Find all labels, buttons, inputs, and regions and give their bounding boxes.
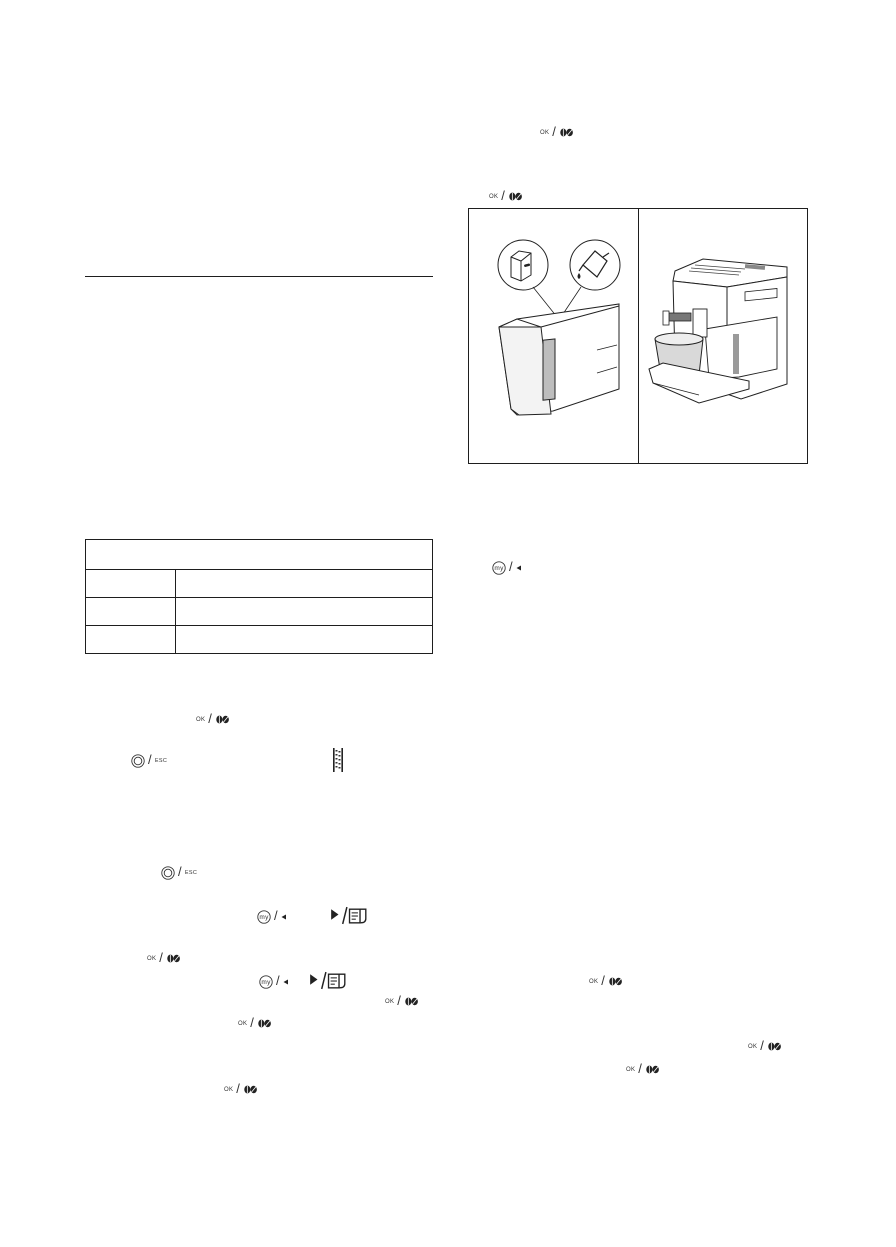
- slash: /: [501, 188, 506, 203]
- left-arrow-icon: [283, 979, 289, 985]
- table-row: [86, 626, 433, 654]
- slash: /: [208, 711, 213, 726]
- table-row: [86, 570, 433, 598]
- coffee-machine-illustration: [638, 209, 808, 463]
- water-tank-illustration: [469, 209, 638, 463]
- ok-label: OK: [626, 1066, 636, 1073]
- power-circle-icon: [161, 866, 175, 880]
- table-cell: [86, 626, 176, 654]
- power-circle-icon: [131, 754, 145, 768]
- coffee-beans-icon: [645, 1065, 660, 1074]
- ok-label: OK: [238, 1020, 248, 1027]
- slash: /: [760, 1038, 765, 1053]
- ok-beans-icon-group: [626, 1062, 660, 1077]
- table-cell: [176, 626, 433, 654]
- ok-beans-icon-group: [238, 1016, 272, 1031]
- ok-beans-icon-group: [748, 1039, 782, 1054]
- my-button-icon: [257, 910, 271, 924]
- slash: /: [236, 1081, 241, 1096]
- right-arrow-menu-icon: [309, 970, 347, 991]
- table-header-cell: [86, 540, 433, 570]
- slash: /: [509, 559, 513, 574]
- ok-label: OK: [540, 129, 550, 136]
- table-cell: [86, 570, 176, 598]
- my-button-icon: [259, 975, 273, 989]
- esc-icon-group: [131, 753, 167, 768]
- left-arrow-icon: [516, 565, 522, 571]
- settings-table: [85, 539, 433, 654]
- my-button-icon: [492, 561, 506, 575]
- ok-label: OK: [385, 998, 395, 1005]
- my-left-icon-group: [259, 974, 289, 989]
- right-arrow-menu-icon: [330, 905, 368, 926]
- table-cell: [176, 570, 433, 598]
- slash: /: [601, 973, 606, 988]
- ok-label: OK: [589, 978, 599, 985]
- illustration-figure: [468, 208, 808, 464]
- coffee-beans-icon: [257, 1019, 272, 1028]
- slash: /: [178, 864, 182, 879]
- coffee-beans-icon: [608, 977, 623, 986]
- slash: /: [274, 908, 278, 923]
- ok-beans-icon-group: [589, 974, 623, 989]
- coffee-beans-icon: [559, 128, 574, 137]
- slash: /: [159, 950, 164, 965]
- table-cell: [176, 598, 433, 626]
- ok-label: OK: [147, 955, 157, 962]
- ok-label: OK: [489, 193, 499, 200]
- section-divider: [85, 276, 433, 277]
- ok-label: OK: [748, 1043, 758, 1050]
- ok-beans-icon-group: [196, 712, 230, 727]
- coffee-beans-icon: [166, 954, 181, 963]
- coffee-beans-icon: [243, 1085, 258, 1094]
- slash: /: [276, 973, 280, 988]
- ok-label: OK: [224, 1086, 234, 1093]
- ok-beans-icon-group: [540, 125, 574, 140]
- coffee-beans-icon: [508, 192, 523, 201]
- slash: /: [397, 993, 402, 1008]
- slash: /: [250, 1015, 255, 1030]
- slash: /: [638, 1061, 643, 1076]
- slash: /: [552, 124, 557, 139]
- table-cell: [86, 598, 176, 626]
- esc-icon-group: [161, 865, 197, 880]
- water-filter-icon: [333, 748, 343, 772]
- coffee-beans-icon: [767, 1042, 782, 1051]
- coffee-beans-icon: [404, 997, 419, 1006]
- esc-label: ESC: [184, 869, 198, 876]
- slash: /: [148, 752, 152, 767]
- ok-beans-icon-group: [489, 189, 523, 204]
- ok-label: OK: [196, 716, 206, 723]
- my-left-icon-group: [257, 909, 287, 924]
- left-arrow-icon: [281, 914, 287, 920]
- table-row: [86, 598, 433, 626]
- ok-beans-icon-group: [147, 951, 181, 966]
- my-left-icon-group: [492, 560, 522, 575]
- ok-beans-icon-group: [385, 994, 419, 1009]
- coffee-beans-icon: [215, 715, 230, 724]
- ok-beans-icon-group: [224, 1082, 258, 1097]
- esc-label: ESC: [154, 757, 168, 764]
